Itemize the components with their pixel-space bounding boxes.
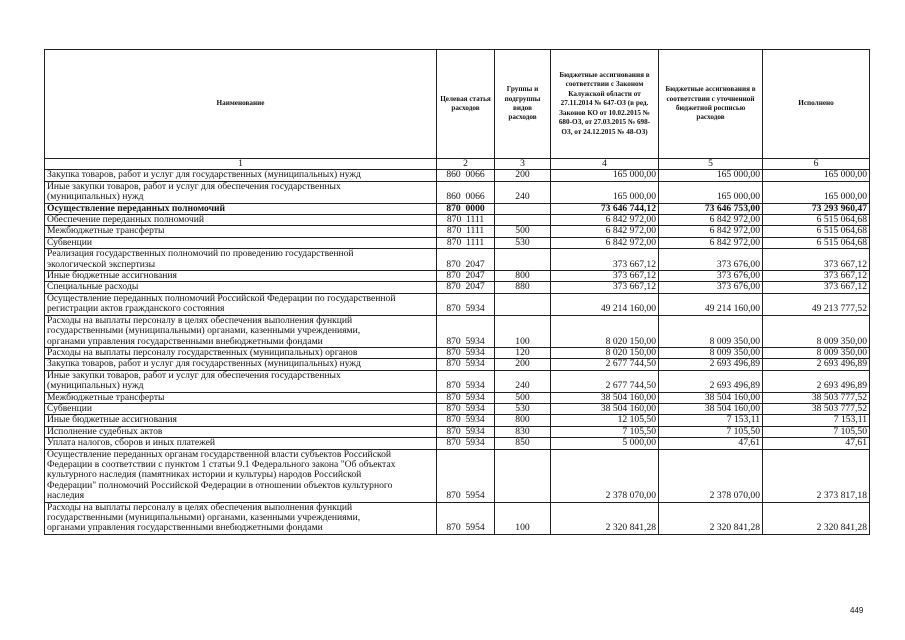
row-assign-list-cell: 73 646 753,00 [659, 203, 763, 214]
row-executed-cell: 73 293 960,47 [763, 203, 870, 214]
row-executed-cell: 6 515 064,68 [763, 226, 870, 237]
row-name-cell: Субвенции [45, 403, 437, 414]
row-executed-cell: 7 105,50 [763, 426, 870, 437]
table-row [45, 415, 870, 426]
table-row [45, 237, 870, 248]
row-assign-list-cell: 2 693 496,89 [659, 370, 763, 392]
table-row [45, 249, 870, 271]
row-target-code-cell: 870 1111 [437, 226, 495, 237]
row-executed-cell: 8 009 350,00 [763, 315, 870, 347]
row-group-cell: 200 [495, 170, 551, 181]
row-name-cell: Уплата налогов, сборов и иных платежей [45, 438, 437, 449]
row-group-cell: 880 [495, 282, 551, 293]
row-target-code-cell: 870 5934 [437, 370, 495, 392]
table-row [45, 449, 870, 502]
row-target-code-cell: 870 5934 [437, 438, 495, 449]
row-assign-law-cell: 6 842 972,00 [551, 215, 659, 226]
row-assign-law-cell: 12 105,50 [551, 415, 659, 426]
row-group-cell: 500 [495, 226, 551, 237]
row-name-cell: Обеспечение переданных полномочий [45, 215, 437, 226]
row-name-cell: Межбюджетные трансферты [45, 392, 437, 403]
row-target-code-cell: 870 1111 [437, 237, 495, 248]
row-group-cell [495, 215, 551, 226]
row-group-cell: 100 [495, 315, 551, 347]
row-assign-list-cell: 38 504 160,00 [659, 392, 763, 403]
row-group-cell [495, 203, 551, 214]
row-assign-list-cell: 7 153,11 [659, 415, 763, 426]
table-row [45, 215, 870, 226]
row-target-code-cell: 860 0066 [437, 181, 495, 203]
column-number: 4 [551, 159, 659, 170]
row-target-code-cell: 870 2047 [437, 249, 495, 271]
row-executed-cell: 2 693 496,89 [763, 359, 870, 370]
row-name-cell: Осуществление переданных полномочий Российской Федерации по государственной регистрации актов гражданского состояния [45, 293, 437, 315]
row-assign-list-cell: 373 676,00 [659, 249, 763, 271]
row-assign-law-cell: 6 842 972,00 [551, 237, 659, 248]
row-group-cell: 240 [495, 181, 551, 203]
row-assign-law-cell: 38 504 160,00 [551, 392, 659, 403]
row-group-cell [495, 449, 551, 502]
column-number: 2 [437, 159, 495, 170]
row-assign-list-cell: 165 000,00 [659, 181, 763, 203]
row-assign-law-cell: 2 677 744,50 [551, 359, 659, 370]
row-assign-law-cell: 373 667,12 [551, 282, 659, 293]
row-group-cell: 240 [495, 370, 551, 392]
row-assign-law-cell: 38 504 160,00 [551, 403, 659, 414]
row-name-cell: Иные бюджетные ассигнования [45, 415, 437, 426]
row-executed-cell: 8 009 350,00 [763, 347, 870, 358]
row-target-code-cell: 870 5954 [437, 502, 495, 534]
row-name-cell: Иные закупки товаров, работ и услуг для обеспечения государственных (муниципальных) нужд [45, 181, 437, 203]
row-executed-cell: 6 515 064,68 [763, 237, 870, 248]
table-body [45, 170, 870, 534]
column-number: 1 [45, 159, 437, 170]
table-row [45, 359, 870, 370]
row-assign-law-cell: 5 000,00 [551, 438, 659, 449]
row-name-cell: Расходы на выплаты персоналу в целях обеспечения выполнения функций государственными (муниципальными) органами, казенными учреждениями, органами управления государственными внебюджетными фондами [45, 315, 437, 347]
row-executed-cell: 2 373 817,18 [763, 449, 870, 502]
row-group-cell [495, 293, 551, 315]
row-executed-cell: 47,61 [763, 438, 870, 449]
row-target-code-cell: 870 5934 [437, 315, 495, 347]
table-row [45, 502, 870, 534]
row-assign-list-cell: 7 105,50 [659, 426, 763, 437]
row-target-code-cell: 870 5934 [437, 403, 495, 414]
row-name-cell: Иные закупки товаров, работ и услуг для обеспечения государственных (муниципальных) нужд [45, 370, 437, 392]
column-number-row [45, 159, 870, 170]
row-target-code-cell: 870 1111 [437, 215, 495, 226]
row-assign-list-cell: 8 009 350,00 [659, 315, 763, 347]
row-name-cell: Межбюджетные трансферты [45, 226, 437, 237]
row-executed-cell: 2 693 496,89 [763, 370, 870, 392]
row-assign-list-cell: 2 378 070,00 [659, 449, 763, 502]
table-row [45, 426, 870, 437]
row-assign-law-cell: 2 677 744,50 [551, 370, 659, 392]
row-name-cell: Осуществление переданных органам государственной власти субъектов Российской Федерации в соответствии с пунктом 1 статьи 9.1 Федерального закона "Об объектах культурного наследия (памятниках истории и культуры) народов Российской Федерации" полномочий Российской Федерации в отношении объектов культурного наследия [45, 449, 437, 502]
header-assignments-law: Бюджетные ассигнования в соответствии с Законом Калужской области от 27.11.2014 № 647-ОЗ (в ред. Законов КО от 10.02.2015 № 680-ОЗ, от 27.03.2015 № 698-ОЗ, от 24.12.2015 № 48-ОЗ) [551, 50, 659, 159]
table-row [45, 370, 870, 392]
row-assign-list-cell: 49 214 160,00 [659, 293, 763, 315]
row-assign-list-cell: 38 504 160,00 [659, 403, 763, 414]
table-row [45, 181, 870, 203]
row-group-cell: 530 [495, 403, 551, 414]
row-group-cell: 200 [495, 359, 551, 370]
row-name-cell: Закупка товаров, работ и услуг для государственных (муниципальных) нужд [45, 359, 437, 370]
table-row [45, 226, 870, 237]
row-assign-law-cell: 73 646 744,12 [551, 203, 659, 214]
row-assign-law-cell: 49 214 160,00 [551, 293, 659, 315]
table-row [45, 170, 870, 181]
row-assign-law-cell: 373 667,12 [551, 249, 659, 271]
column-number: 6 [763, 159, 870, 170]
row-assign-law-cell: 8 020 150,00 [551, 347, 659, 358]
table-row [45, 392, 870, 403]
row-target-code-cell: 870 5954 [437, 449, 495, 502]
row-assign-list-cell: 6 842 972,00 [659, 226, 763, 237]
row-target-code-cell: 870 0000 [437, 203, 495, 214]
header-row [45, 50, 870, 159]
row-name-cell: Исполнение судебных актов [45, 426, 437, 437]
header-executed: Исполнено [763, 50, 870, 159]
row-assign-law-cell: 7 105,50 [551, 426, 659, 437]
row-executed-cell: 49 213 777,52 [763, 293, 870, 315]
table-row [45, 315, 870, 347]
row-assign-list-cell: 6 842 972,00 [659, 215, 763, 226]
row-name-cell: Реализация государственных полномочий по проведению государственной экологической экспертизы [45, 249, 437, 271]
row-assign-list-cell: 8 009 350,00 [659, 347, 763, 358]
row-executed-cell: 38 503 777,52 [763, 392, 870, 403]
row-executed-cell: 7 153,11 [763, 415, 870, 426]
table-row [45, 438, 870, 449]
row-target-code-cell: 870 2047 [437, 282, 495, 293]
budget-table [44, 49, 870, 535]
header-assignments-list: Бюджетные ассигнования в соответствии с уточненной бюджетной росписью расходов [659, 50, 763, 159]
row-executed-cell: 373 667,12 [763, 282, 870, 293]
row-assign-law-cell: 8 020 150,00 [551, 315, 659, 347]
row-executed-cell: 6 515 064,68 [763, 215, 870, 226]
row-target-code-cell: 870 5934 [437, 426, 495, 437]
header-target-article: Целевая статья расходов [437, 50, 495, 159]
row-group-cell: 100 [495, 502, 551, 534]
row-target-code-cell: 870 5934 [437, 359, 495, 370]
header-expense-groups: Группы и подгруппы видов расходов [495, 50, 551, 159]
row-assign-law-cell: 2 378 070,00 [551, 449, 659, 502]
table-row [45, 271, 870, 282]
row-name-cell: Расходы на выплаты персоналу в целях обеспечения выполнения функций государственными (муниципальными) органами, казенными учреждениями, органами управления государственными внебюджетными фондами [45, 502, 437, 534]
row-name-cell: Субвенции [45, 237, 437, 248]
row-assign-list-cell: 165 000,00 [659, 170, 763, 181]
row-name-cell: Специальные расходы [45, 282, 437, 293]
row-target-code-cell: 860 0066 [437, 170, 495, 181]
row-group-cell [495, 249, 551, 271]
row-group-cell: 800 [495, 415, 551, 426]
row-executed-cell: 2 320 841,28 [763, 502, 870, 534]
row-executed-cell: 373 667,12 [763, 249, 870, 271]
row-assign-law-cell: 2 320 841,28 [551, 502, 659, 534]
row-assign-list-cell: 373 676,00 [659, 271, 763, 282]
page-number: 449 [850, 606, 864, 615]
row-group-cell: 500 [495, 392, 551, 403]
row-executed-cell: 38 503 777,52 [763, 403, 870, 414]
row-group-cell: 530 [495, 237, 551, 248]
column-number: 3 [495, 159, 551, 170]
row-name-cell: Иные бюджетные ассигнования [45, 271, 437, 282]
row-assign-list-cell: 47,61 [659, 438, 763, 449]
row-assign-law-cell: 165 000,00 [551, 170, 659, 181]
row-assign-list-cell: 2 693 496,89 [659, 359, 763, 370]
header-name: Наименование [45, 50, 437, 159]
row-target-code-cell: 870 5934 [437, 415, 495, 426]
row-assign-list-cell: 6 842 972,00 [659, 237, 763, 248]
row-group-cell: 120 [495, 347, 551, 358]
row-executed-cell: 373 667,12 [763, 271, 870, 282]
row-group-cell: 830 [495, 426, 551, 437]
row-target-code-cell: 870 5934 [437, 392, 495, 403]
row-assign-list-cell: 373 676,00 [659, 282, 763, 293]
row-executed-cell: 165 000,00 [763, 181, 870, 203]
row-group-cell: 800 [495, 271, 551, 282]
row-name-cell: Расходы на выплаты персоналу государственных (муниципальных) органов [45, 347, 437, 358]
row-target-code-cell: 870 5934 [437, 293, 495, 315]
table-row [45, 293, 870, 315]
row-name-cell: Осуществление переданных полномочий [45, 203, 437, 214]
table-row [45, 282, 870, 293]
table-row [45, 403, 870, 414]
row-target-code-cell: 870 2047 [437, 271, 495, 282]
row-executed-cell: 165 000,00 [763, 170, 870, 181]
row-assign-law-cell: 373 667,12 [551, 271, 659, 282]
table-row [45, 203, 870, 214]
table-row [45, 347, 870, 358]
row-target-code-cell: 870 5934 [437, 347, 495, 358]
column-number: 5 [659, 159, 763, 170]
row-assign-law-cell: 165 000,00 [551, 181, 659, 203]
row-group-cell: 850 [495, 438, 551, 449]
row-name-cell: Закупка товаров, работ и услуг для государственных (муниципальных) нужд [45, 170, 437, 181]
row-assign-law-cell: 6 842 972,00 [551, 226, 659, 237]
row-assign-list-cell: 2 320 841,28 [659, 502, 763, 534]
